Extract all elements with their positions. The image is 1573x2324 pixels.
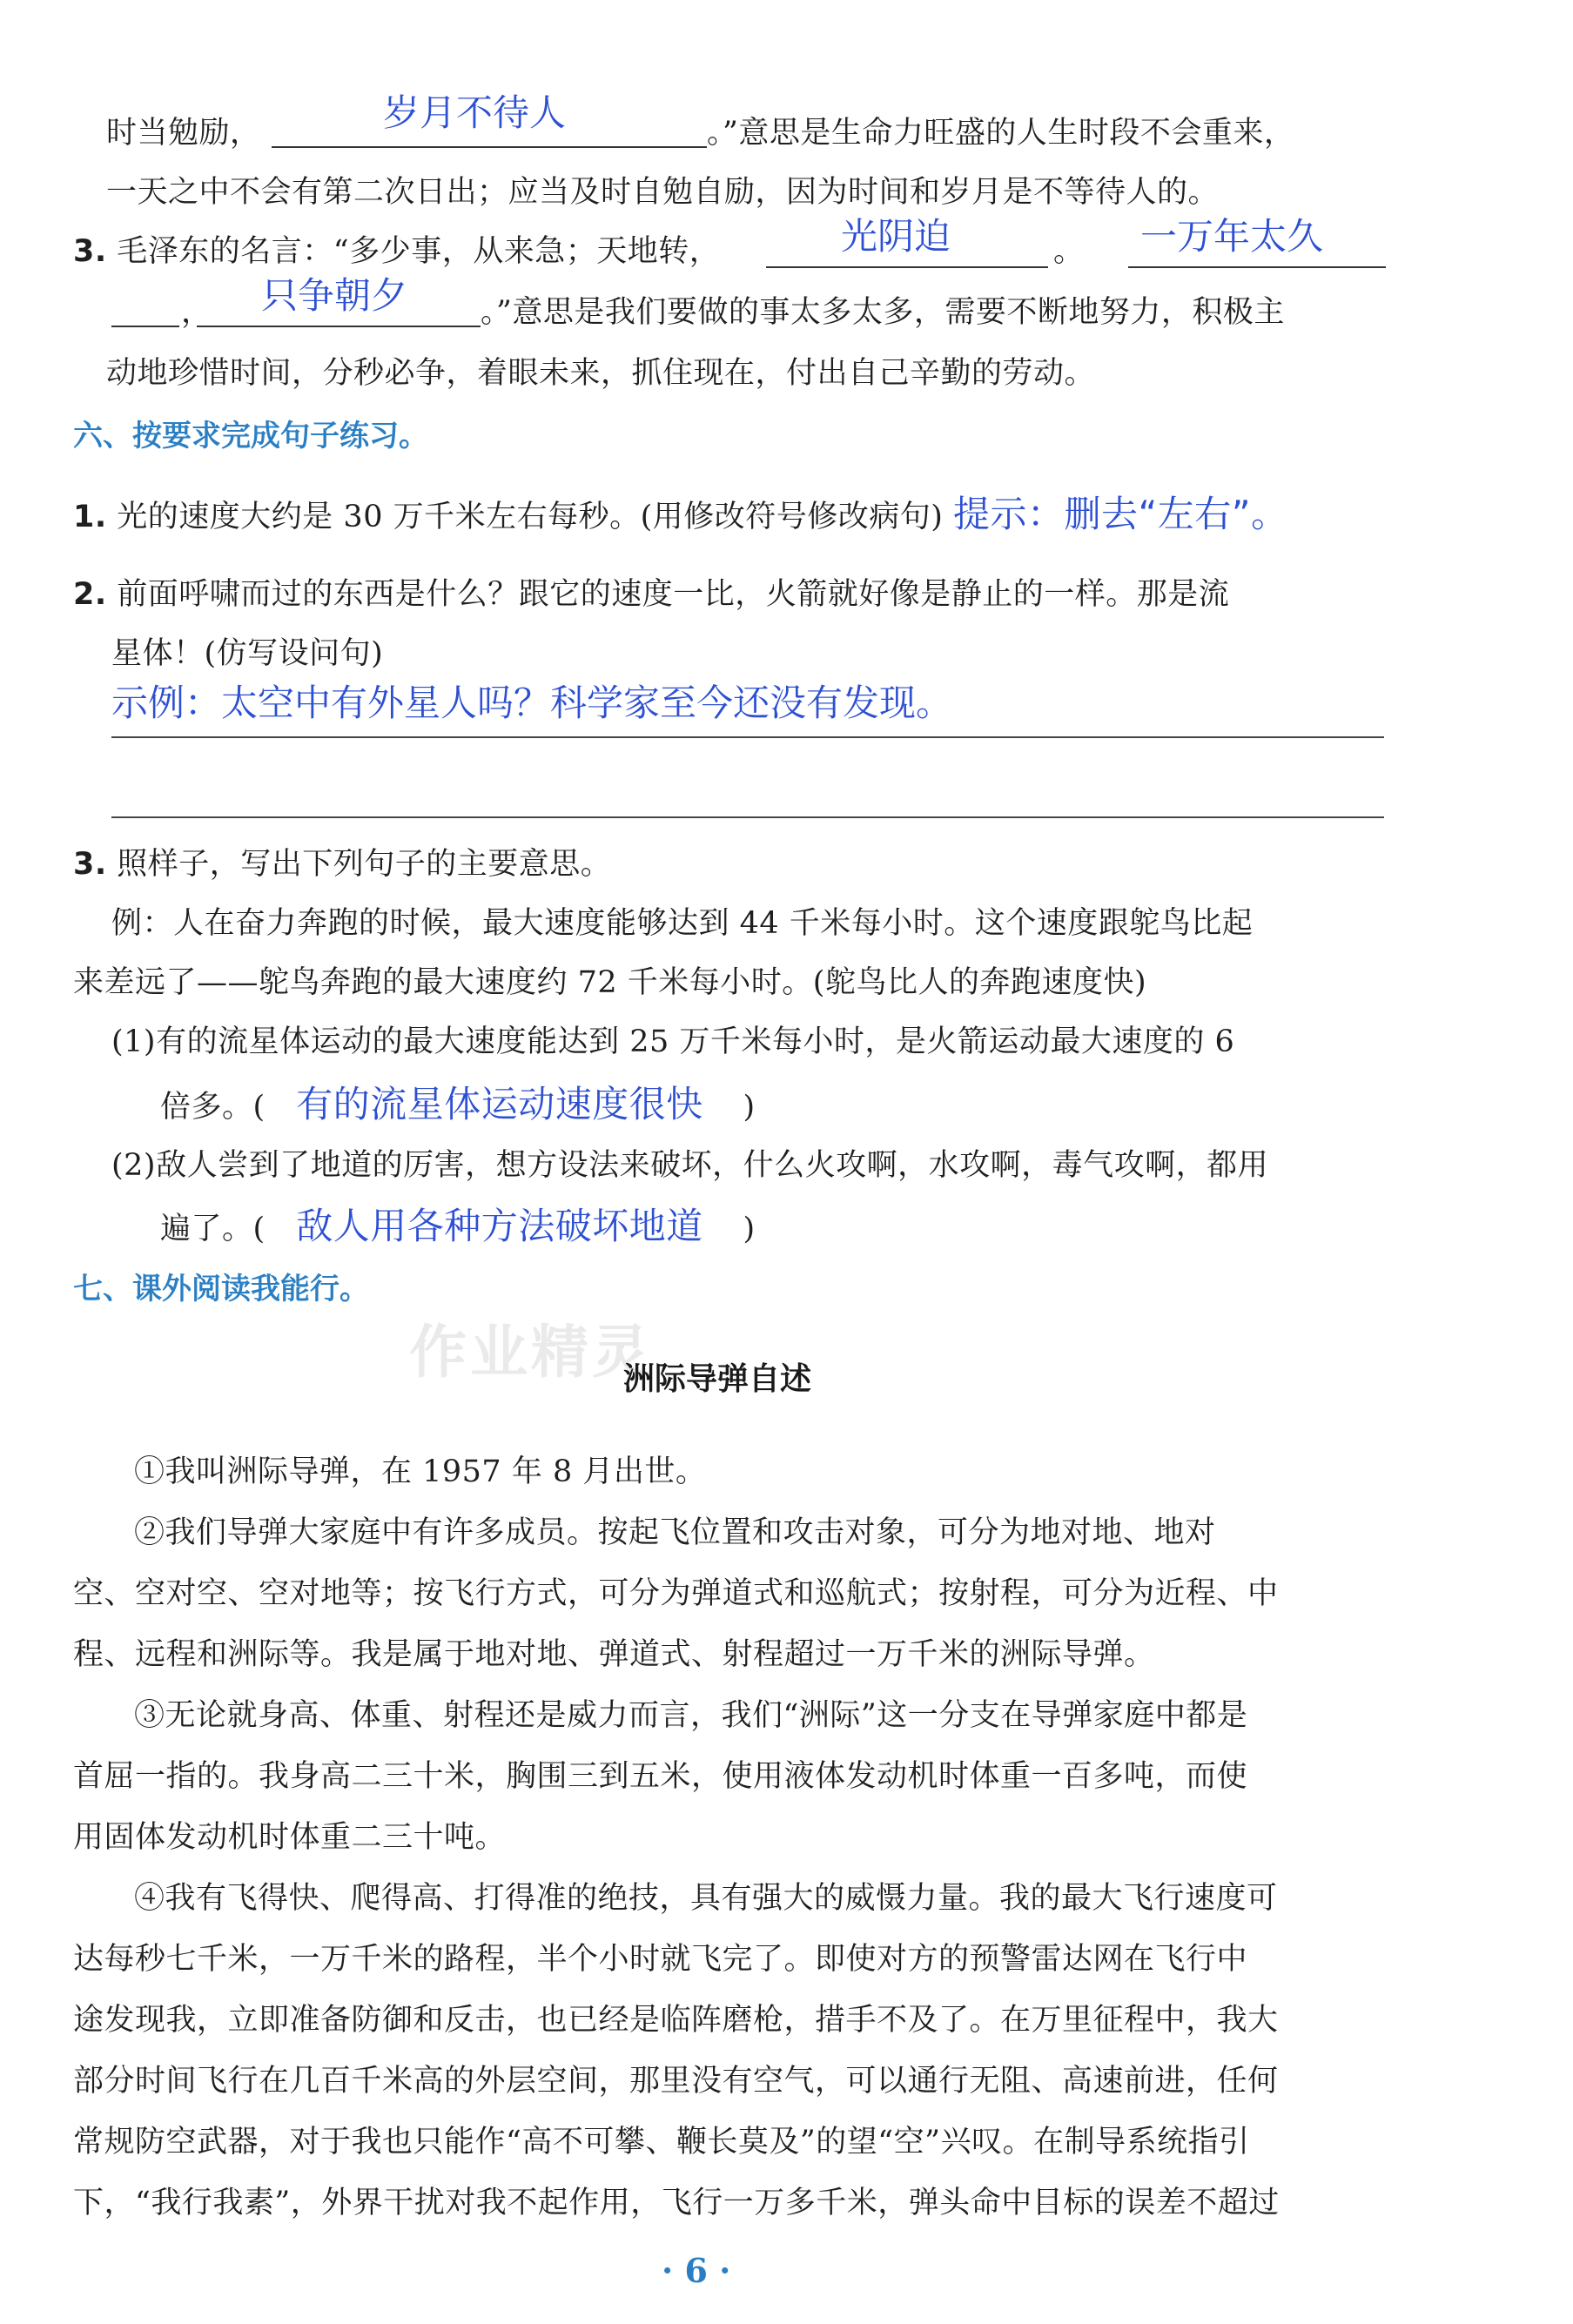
text-line: 。: [1053, 234, 1085, 269]
paragraph-line: ①我叫洲际导弹，在 1957 年 8 月出世。: [134, 1454, 707, 1489]
paragraph-line: 程、远程和洲际等。我是属于地对地、弹道式、射程超过一万千米的洲际导弹。: [73, 1637, 1155, 1672]
section-heading: 六、按要求完成句子练习。: [73, 419, 428, 453]
answer-underline: [111, 326, 179, 327]
text-line: [160, 1083, 756, 1129]
text-line: 动地珍惜时间，分秒必争，着眼未来，抓住现在，付出自己辛勤的劳动。: [106, 356, 1096, 391]
text-line: 来差远了——鸵鸟奔跑的最大速度约 72 千米每小时。(鸵鸟比人的奔跑速度快): [73, 965, 1147, 1000]
answer-line: [111, 736, 1384, 738]
answer-handwritten: 岁月不待人: [383, 91, 567, 134]
text-line: (2)敌人尝到了地道的厉害，想方设法来破坏，什么火攻啊，水攻啊，毒气攻啊，都用: [111, 1148, 1269, 1183]
answer-handwritten: 只争朝夕: [261, 274, 408, 317]
text-line: (1)有的流星体运动的最大速度能达到 25 万千米每小时，是火箭运动最大速度的 6: [111, 1024, 1235, 1059]
article-title: 洲际导弹自述: [623, 1361, 812, 1397]
text-line: 时当勉励，: [106, 116, 261, 151]
text-line: 。”意思是生命力旺盛的人生时段不会重来，: [707, 116, 1295, 151]
text-line: [73, 573, 1229, 616]
paragraph-line: 达每秒七千米，一万千米的路程，半个小时就飞完了。即使对方的预警雷达网在飞行中: [73, 1942, 1248, 1977]
text-line: 例：人在奋力奔跑的时候，最大速度能够达到 44 千米每小时。这个速度跟鸵鸟比起: [111, 906, 1254, 941]
text-line: [73, 843, 611, 886]
text-line: 。”意思是我们要做的事太多太多，需要不断地努力，积极主: [481, 295, 1285, 330]
answer-handwritten: 敌人用各种方法破坏地道: [296, 1205, 703, 1247]
answer-underline: [766, 266, 1048, 268]
answer-underline: [197, 326, 481, 327]
paragraph-line: ②我们导弹大家庭中有许多成员。按起飞位置和攻击对象，可分为地对地、地对: [134, 1515, 1216, 1550]
question-number: 1.: [73, 500, 107, 534]
paragraph-line: 下，“我行我素”，外界干扰对我不起作用，飞行一万多千米，弹头命中目标的误差不超过: [73, 2186, 1280, 2220]
paragraph-line: ③无论就身高、体重、射程还是威力而言，我们“洲际”这一分支在导弹家庭中都是: [134, 1698, 1248, 1733]
answer-handwritten: 光阴迫: [841, 215, 951, 258]
paragraph-line: 部分时间飞行在几百千米高的外层空间，那里没有空气，可以通行无阻、高速前进，任何: [73, 2064, 1279, 2099]
answer-handwritten: 一万年太久: [1140, 215, 1324, 258]
text-line: [73, 493, 1288, 539]
paren-open: 遍了。(: [160, 1212, 266, 1246]
answer-underline: [1128, 266, 1386, 268]
answer-line: [111, 816, 1384, 818]
text-line: [73, 230, 720, 273]
answer-handwritten: 示例：太空中有外星人吗？科学家至今还没有发现。: [111, 682, 953, 724]
paragraph-line: 空、空对空、空对地等；按飞行方式，可分为弹道式和巡航式；按射程，可分为近程、中: [73, 1576, 1279, 1611]
section-heading: 七、课外阅读我能行。: [73, 1272, 369, 1306]
watermark: 作业精灵: [409, 1319, 653, 1386]
paragraph-line: 常规防空武器，对于我也只能作“高不可攀、鞭长莫及”的望“空”兴叹。在制导系统指引: [73, 2125, 1250, 2159]
text-line: ，: [181, 295, 212, 330]
question-text: 光的速度大约是 30 万千米左右每秒。(用修改符号修改病句): [117, 500, 944, 534]
text-line: 星体！(仿写设问句): [111, 636, 384, 671]
question-number: 3.: [73, 234, 107, 269]
question-number: 3.: [73, 847, 107, 882]
paren-open: 倍多。(: [160, 1090, 266, 1125]
answer-handwritten: 有的流星体运动速度很快: [296, 1083, 703, 1125]
paragraph-line: 首屈一指的。我身高二三十米，胸围三到五米，使用液体发动机时体重一百多吨，而使: [73, 1759, 1248, 1794]
text-line: [160, 1205, 756, 1251]
question-text: 前面呼啸而过的东西是什么？跟它的速度一比，火箭就好像是静止的一样。那是流: [117, 577, 1230, 612]
answer-handwritten: 提示：删去“左右”。: [953, 493, 1288, 535]
paragraph-line: ④我有飞得快、爬得高、打得准的绝技，具有强大的威慑力量。我的最大飞行速度可: [134, 1881, 1278, 1916]
paragraph-line: 用固体发动机时体重二三十吨。: [73, 1820, 507, 1855]
paren-close: ): [743, 1212, 756, 1246]
paren-close: ): [743, 1090, 756, 1125]
page-number: · 6 ·: [662, 2251, 731, 2290]
question-number: 2.: [73, 577, 107, 612]
text-line: 一天之中不会有第二次日出；应当及时自勉自励，因为时间和岁月是不等待人的。: [106, 175, 1220, 210]
question-text: 照样子，写出下列句子的主要意思。: [117, 847, 612, 882]
question-text: 毛泽东的名言：“多少事，从来急；天地转，: [117, 234, 721, 269]
paragraph-line: 途发现我，立即准备防御和反击，也已经是临阵磨枪，措手不及了。在万里征程中，我大: [73, 2003, 1279, 2038]
answer-underline: [272, 146, 707, 148]
